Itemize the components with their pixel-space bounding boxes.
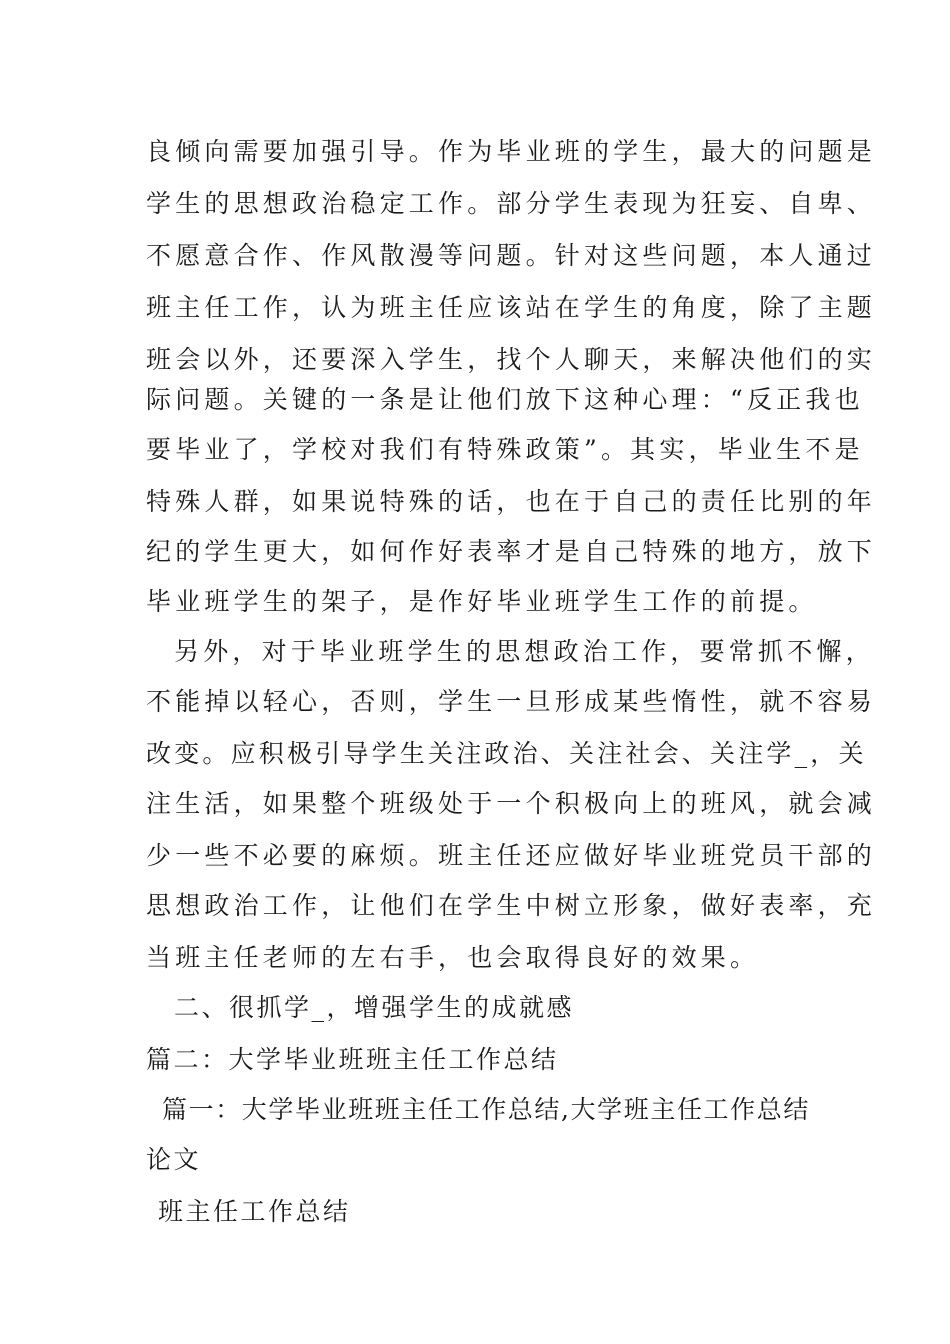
text-line: 不能掉以轻心，否则，学生一旦形成某些惰性，就不容易 bbox=[146, 687, 877, 716]
text-line: 特殊人群，如果说特殊的话，也在于自己的责任比别的年 bbox=[146, 487, 877, 516]
text-line: 际问题。关键的一条是让他们放下这种心理：“反正我也 bbox=[146, 385, 864, 414]
text-line: 纪的学生更大，如何作好表率才是自己特殊的地方，放下 bbox=[146, 537, 877, 566]
text-line: 注生活，如果整个班级处于一个积极向上的班风，就会减 bbox=[146, 789, 877, 818]
article-heading: 篇一：大学毕业班班主任工作总结,大学班主任工作总结 bbox=[162, 1095, 810, 1124]
article-heading: 篇二：大学毕业班班主任工作总结 bbox=[146, 1045, 559, 1074]
text-line: 班主任工作，认为班主任应该站在学生的角度，除了主题 bbox=[146, 293, 877, 322]
text-line: 良倾向需要加强引导。作为毕业班的学生，最大的问题是 bbox=[146, 137, 877, 166]
document-title: 班主任工作总结 bbox=[158, 1197, 351, 1226]
text-line: 班会以外，还要深入学生，找个人聊天，来解决他们的实 bbox=[146, 345, 877, 374]
text-line: 毕业班学生的架子，是作好毕业班学生工作的前提。 bbox=[146, 587, 818, 616]
text-line: 思想政治工作，让他们在学生中树立形象，做好表率，充 bbox=[146, 891, 877, 920]
text-line: 改变。应积极引导学生关注政治、关注社会、关注学_，关 bbox=[146, 739, 867, 768]
text-line: 不愿意合作、作风散漫等问题。针对这些问题，本人通过 bbox=[146, 241, 877, 270]
text-line: 学生的思想政治稳定工作。部分学生表现为狂妄、自卑、 bbox=[146, 189, 877, 218]
paragraph-first-line: 另外，对于毕业班学生的思想政治工作，要常抓不懈， bbox=[174, 637, 875, 666]
text-line: 当班主任老师的左右手，也会取得良好的效果。 bbox=[146, 943, 760, 972]
text-line: 论文 bbox=[146, 1145, 202, 1174]
section-heading: 二、很抓学_，增强学生的成就感 bbox=[174, 993, 575, 1022]
text-line: 要毕业了，学校对我们有特殊政策”。其实，毕业生不是 bbox=[146, 435, 864, 464]
text-line: 少一些不必要的麻烦。班主任还应做好毕业班党员干部的 bbox=[146, 841, 877, 870]
